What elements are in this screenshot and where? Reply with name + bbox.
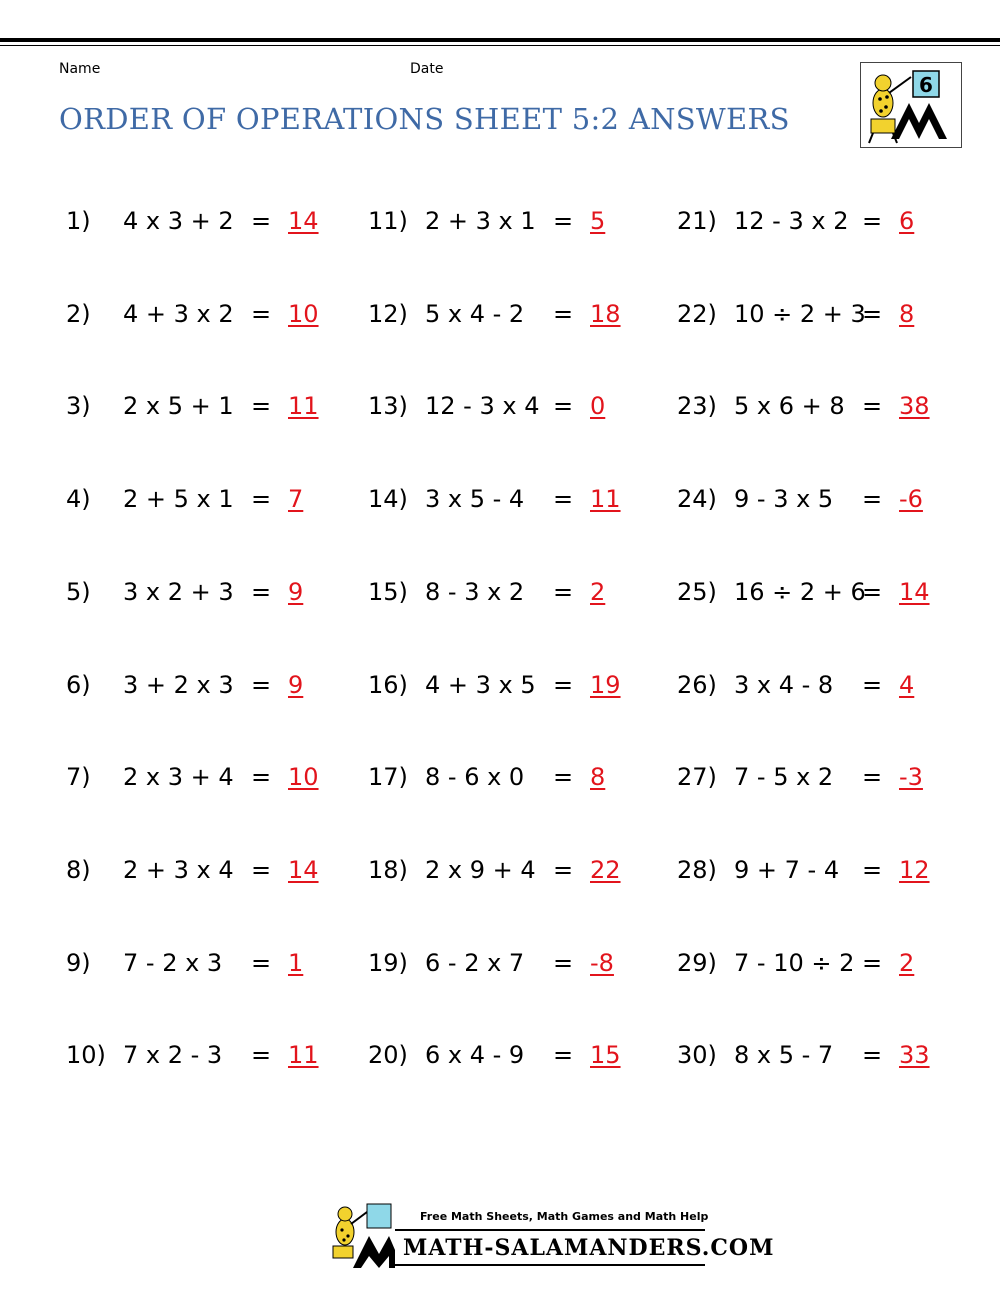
problem-number: 13) bbox=[368, 392, 408, 420]
problem-number: 26) bbox=[677, 671, 717, 699]
problem-number: 3) bbox=[66, 392, 91, 420]
equals-sign: = bbox=[553, 1041, 574, 1069]
problem-expression: 8 - 6 x 0 bbox=[425, 763, 525, 791]
problem-expression: 4 x 3 + 2 bbox=[123, 207, 234, 235]
equals-sign: = bbox=[553, 671, 574, 699]
problem-answer: -8 bbox=[590, 949, 614, 977]
problem-answer: 12 bbox=[899, 856, 930, 884]
equals-sign: = bbox=[862, 763, 883, 791]
problem-expression: 2 + 5 x 1 bbox=[123, 485, 234, 513]
problem-number: 16) bbox=[368, 671, 408, 699]
problem-number: 14) bbox=[368, 485, 408, 513]
problem-expression: 3 x 4 - 8 bbox=[734, 671, 834, 699]
page-title: ORDER OF OPERATIONS SHEET 5:2 ANSWERS bbox=[59, 102, 790, 136]
problem-answer: 15 bbox=[590, 1041, 621, 1069]
problem-number: 8) bbox=[66, 856, 91, 884]
equals-sign: = bbox=[862, 207, 883, 235]
problem-answer: 14 bbox=[288, 856, 319, 884]
problem-answer: 2 bbox=[590, 578, 606, 606]
equals-sign: = bbox=[553, 207, 574, 235]
problem-expression: 5 x 4 - 2 bbox=[425, 300, 525, 328]
problem-expression: 4 + 3 x 2 bbox=[123, 300, 234, 328]
problem-answer: -6 bbox=[899, 485, 923, 513]
equals-sign: = bbox=[251, 1041, 272, 1069]
footer-underline bbox=[395, 1264, 705, 1266]
date-label: Date bbox=[410, 61, 444, 77]
problem-answer: 14 bbox=[288, 207, 319, 235]
equals-sign: = bbox=[251, 207, 272, 235]
equals-sign: = bbox=[553, 578, 574, 606]
equals-sign: = bbox=[251, 485, 272, 513]
problem-answer: 9 bbox=[288, 671, 304, 699]
footer-site-name: MATH-SALAMANDERS.COM bbox=[403, 1235, 775, 1261]
problem-expression: 4 + 3 x 5 bbox=[425, 671, 536, 699]
problem-answer: 14 bbox=[899, 578, 930, 606]
problem-expression: 7 - 10 ÷ 2 bbox=[734, 949, 855, 977]
problem-expression: 9 + 7 - 4 bbox=[734, 856, 840, 884]
problem-answer: 38 bbox=[899, 392, 930, 420]
problem-number: 17) bbox=[368, 763, 408, 791]
equals-sign: = bbox=[553, 392, 574, 420]
equals-sign: = bbox=[862, 485, 883, 513]
problem-expression: 6 x 4 - 9 bbox=[425, 1041, 525, 1069]
problem-number: 5) bbox=[66, 578, 91, 606]
problem-expression: 7 x 2 - 3 bbox=[123, 1041, 223, 1069]
problem-answer: 10 bbox=[288, 763, 319, 791]
problem-answer: 18 bbox=[590, 300, 621, 328]
equals-sign: = bbox=[862, 300, 883, 328]
equals-sign: = bbox=[553, 300, 574, 328]
top-rule-thin bbox=[0, 45, 1000, 46]
problem-number: 19) bbox=[368, 949, 408, 977]
equals-sign: = bbox=[553, 949, 574, 977]
problem-number: 4) bbox=[66, 485, 91, 513]
problem-number: 22) bbox=[677, 300, 717, 328]
problem-answer: 22 bbox=[590, 856, 621, 884]
problem-answer: 33 bbox=[899, 1041, 930, 1069]
equals-sign: = bbox=[251, 763, 272, 791]
equals-sign: = bbox=[251, 856, 272, 884]
salamander-logo bbox=[860, 62, 962, 148]
footer-tagline: Free Math Sheets, Math Games and Math Help bbox=[420, 1210, 709, 1223]
problem-answer: 10 bbox=[288, 300, 319, 328]
problem-answer: 9 bbox=[288, 578, 304, 606]
problem-answer: 1 bbox=[288, 949, 304, 977]
problem-answer: -3 bbox=[899, 763, 923, 791]
equals-sign: = bbox=[553, 856, 574, 884]
problem-expression: 2 + 3 x 4 bbox=[123, 856, 234, 884]
problem-expression: 8 - 3 x 2 bbox=[425, 578, 525, 606]
equals-sign: = bbox=[251, 392, 272, 420]
problem-answer: 6 bbox=[899, 207, 915, 235]
footer-divider bbox=[395, 1229, 705, 1231]
problem-expression: 2 + 3 x 1 bbox=[425, 207, 536, 235]
problem-answer: 7 bbox=[288, 485, 304, 513]
problem-number: 20) bbox=[368, 1041, 408, 1069]
problem-expression: 6 - 2 x 7 bbox=[425, 949, 525, 977]
problem-expression: 7 - 2 x 3 bbox=[123, 949, 223, 977]
problem-expression: 9 - 3 x 5 bbox=[734, 485, 834, 513]
problem-number: 2) bbox=[66, 300, 91, 328]
problem-number: 18) bbox=[368, 856, 408, 884]
problem-number: 30) bbox=[677, 1041, 717, 1069]
equals-sign: = bbox=[553, 485, 574, 513]
problem-answer: 11 bbox=[288, 392, 319, 420]
problem-number: 27) bbox=[677, 763, 717, 791]
problem-number: 9) bbox=[66, 949, 91, 977]
problem-expression: 2 x 5 + 1 bbox=[123, 392, 234, 420]
problem-number: 11) bbox=[368, 207, 408, 235]
problem-answer: 4 bbox=[899, 671, 915, 699]
equals-sign: = bbox=[251, 300, 272, 328]
problem-number: 1) bbox=[66, 207, 91, 235]
problem-expression: 2 x 3 + 4 bbox=[123, 763, 234, 791]
problem-answer: 8 bbox=[590, 763, 606, 791]
problem-number: 29) bbox=[677, 949, 717, 977]
equals-sign: = bbox=[862, 392, 883, 420]
problem-answer: 0 bbox=[590, 392, 606, 420]
top-rule bbox=[0, 38, 1000, 42]
equals-sign: = bbox=[862, 578, 883, 606]
equals-sign: = bbox=[862, 856, 883, 884]
equals-sign: = bbox=[862, 1041, 883, 1069]
equals-sign: = bbox=[251, 949, 272, 977]
problem-number: 6) bbox=[66, 671, 91, 699]
problem-expression: 3 x 5 - 4 bbox=[425, 485, 525, 513]
equals-sign: = bbox=[251, 578, 272, 606]
problem-expression: 7 - 5 x 2 bbox=[734, 763, 834, 791]
problem-answer: 2 bbox=[899, 949, 915, 977]
problem-number: 10) bbox=[66, 1041, 106, 1069]
problem-expression: 12 - 3 x 4 bbox=[425, 392, 540, 420]
problem-answer: 19 bbox=[590, 671, 621, 699]
problem-expression: 10 ÷ 2 + 3 bbox=[734, 300, 866, 328]
problem-expression: 16 ÷ 2 + 6 bbox=[734, 578, 866, 606]
problem-answer: 5 bbox=[590, 207, 606, 235]
problem-number: 7) bbox=[66, 763, 91, 791]
problem-expression: 3 x 2 + 3 bbox=[123, 578, 234, 606]
problem-answer: 11 bbox=[288, 1041, 319, 1069]
problem-answer: 8 bbox=[899, 300, 915, 328]
equals-sign: = bbox=[862, 671, 883, 699]
problem-number: 24) bbox=[677, 485, 717, 513]
problem-answer: 11 bbox=[590, 485, 621, 513]
problem-expression: 5 x 6 + 8 bbox=[734, 392, 845, 420]
footer-salamander-icon bbox=[325, 1202, 395, 1272]
salamander-icon bbox=[861, 63, 961, 147]
problem-expression: 3 + 2 x 3 bbox=[123, 671, 234, 699]
equals-sign: = bbox=[553, 763, 574, 791]
equals-sign: = bbox=[251, 671, 272, 699]
problem-number: 12) bbox=[368, 300, 408, 328]
name-label: Name bbox=[59, 61, 101, 77]
problem-expression: 8 x 5 - 7 bbox=[734, 1041, 834, 1069]
problem-number: 15) bbox=[368, 578, 408, 606]
footer-logo bbox=[325, 1202, 775, 1272]
problem-number: 28) bbox=[677, 856, 717, 884]
logo-badge: 6 bbox=[919, 73, 933, 97]
problem-number: 21) bbox=[677, 207, 717, 235]
equals-sign: = bbox=[862, 949, 883, 977]
problem-expression: 12 - 3 x 2 bbox=[734, 207, 849, 235]
problem-number: 23) bbox=[677, 392, 717, 420]
problem-number: 25) bbox=[677, 578, 717, 606]
problem-expression: 2 x 9 + 4 bbox=[425, 856, 536, 884]
